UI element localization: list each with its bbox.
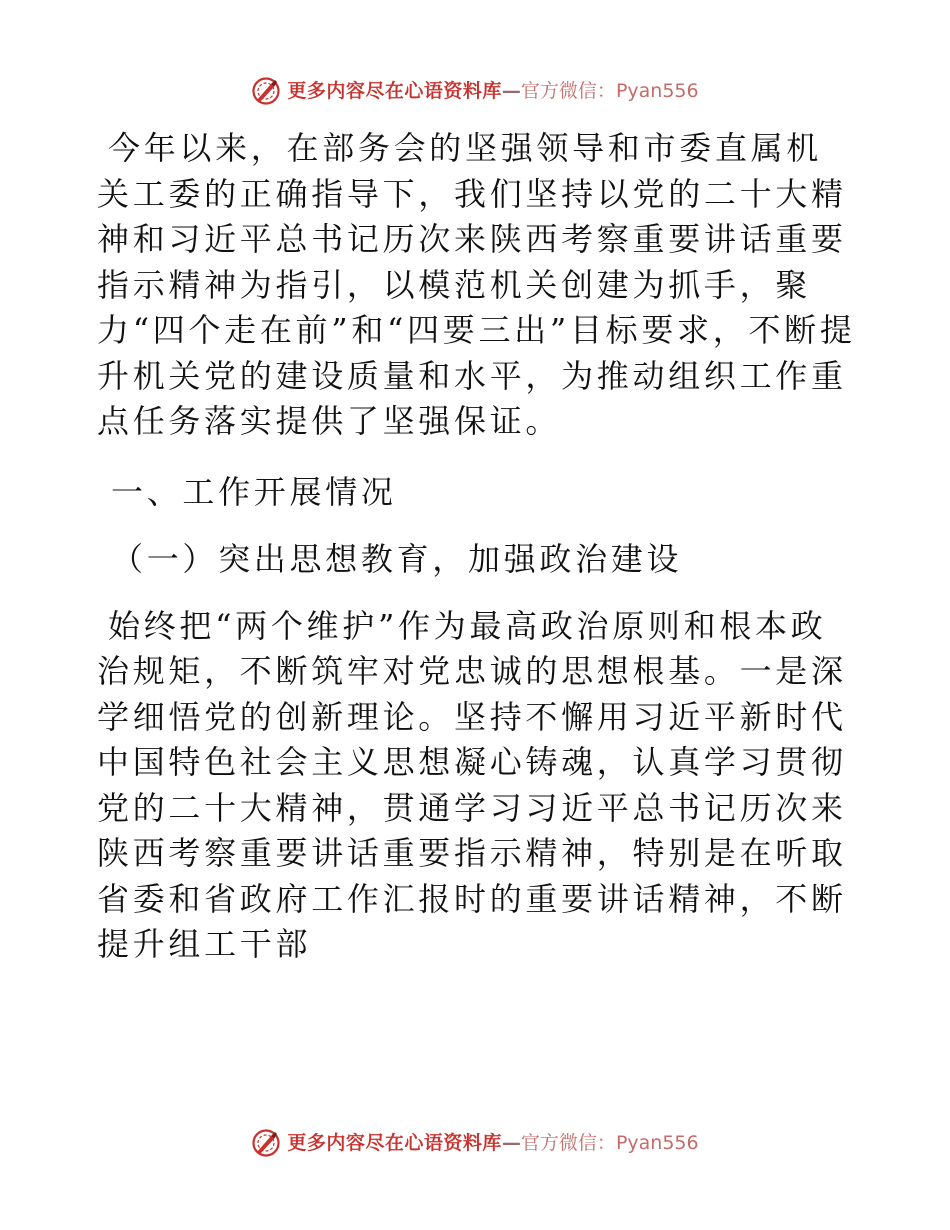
wechat-id: Pyan556	[615, 1132, 699, 1154]
subsection-paragraph: 始终把“两个维护”作为最高政治原则和根本政治规矩，不断筑牢对党忠诚的思想根基。一是深学细悟党的创新理论。坚持不懈用习近平新时代中国特色社会主义思想凝心铸魂，认真学习贯彻党的二十大精神，贯通学习习近平总书记历次来陕西考察重要讲话重要指示精神，特别是在听取省委和省政府工作汇报时的重要讲话精神，不断提升组工干部	[97, 606, 847, 963]
pen-quill-icon	[251, 76, 281, 106]
intro-paragraph: 今年以来，在部务会的坚强领导和市委直属机关工委的正确指导下，我们坚持以党的二十大精神和习近平总书记历次来陕西考察重要讲话重要指示精神为指引，以模范机关创建为抓手，聚力“四个走在前”和“四要三出”目标要求，不断提升机关党的建设质量和水平，为推动组织工作重点任务落实提供了坚强保证。	[97, 129, 856, 440]
subsection-heading: （一）突出思想教育，加强政治建设	[111, 540, 683, 578]
wechat-label: 官方微信：	[520, 1132, 616, 1154]
banner-dash: —	[501, 80, 521, 102]
banner-text: 更多内容尽在心语资料库	[287, 1132, 502, 1154]
pen-quill-icon	[251, 1128, 281, 1158]
section-heading: 一、工作开展情况	[111, 472, 397, 511]
footer-banner	[0, 1128, 950, 1158]
banner-text: 更多内容尽在心语资料库	[287, 80, 502, 102]
wechat-id: Pyan556	[615, 80, 699, 102]
wechat-label: 官方微信：	[520, 80, 616, 102]
header-banner	[0, 76, 950, 106]
banner-dash: —	[501, 1132, 521, 1154]
document-body	[97, 126, 857, 968]
